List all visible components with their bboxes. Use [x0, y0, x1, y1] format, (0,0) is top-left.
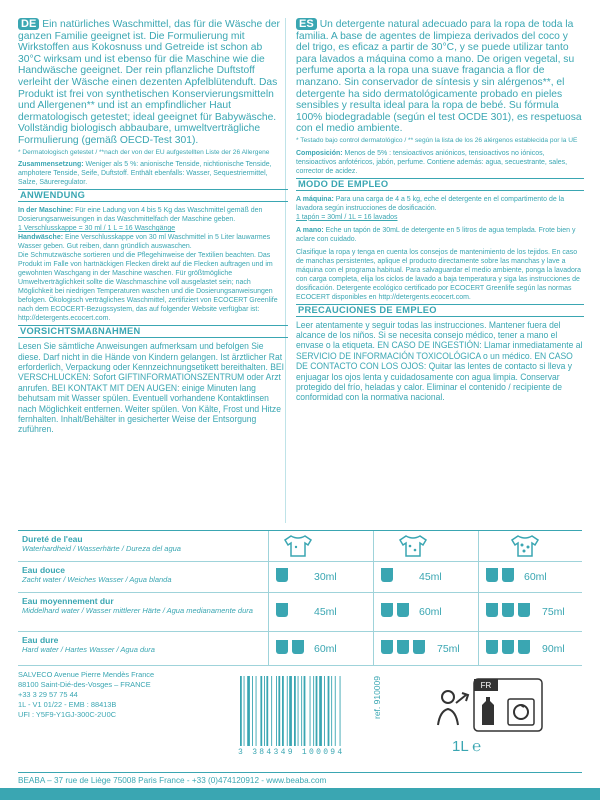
dose-cup-icon [276, 640, 288, 654]
barcode-bar [310, 676, 311, 746]
dose-cell [484, 566, 579, 588]
barcode-bar [301, 676, 302, 746]
dose-cell [379, 601, 474, 623]
es-precautions-heading: PRECAUCIONES DE EMPLEO [296, 304, 584, 317]
barcode-bar [266, 676, 268, 746]
barcode-bar [264, 676, 265, 746]
dose-cup-icon [276, 568, 288, 582]
dose-cup-icon [292, 640, 304, 654]
volume-label: 1L ℮ [452, 738, 482, 755]
de-usage-heading: ANWENDUNG [18, 189, 288, 202]
water-hardness-table [18, 530, 582, 665]
barcode-number: 3 384349 100094 [238, 748, 345, 757]
de-machine-instructions: In der Maschine: Für eine Ladung von 4 bis 5 Kg das Waschmittel gemäß den Dosierungsanweisungen in das Waschmittelfach der Maschine geben. [18, 205, 263, 224]
de-hand-instructions: Handwäsche: Eine Verschlusskappe von 30 ml Waschmittel in 5 Liter lauwarmes Wasser geben. Gut reiben, dann gründlich auswaschen. [18, 232, 271, 251]
dose-cup-icon [381, 603, 393, 617]
dose-label: 45ml [419, 571, 442, 583]
barcode-bar [256, 676, 257, 746]
table-header-row [18, 531, 582, 562]
barcode-bar [304, 676, 306, 746]
dose-label: 30ml [314, 571, 337, 583]
dose-label: 60ml [524, 571, 547, 583]
es-hand-instructions: A mano: Eche un tapón de 30mL de detergente en 5 litros de agua templada. Frote bien y aclare con cuidado. [296, 224, 576, 243]
barcode-bar [340, 676, 341, 746]
dose-label: 60ml [314, 643, 337, 655]
dose-label: 60ml [419, 606, 442, 618]
barcode-bar [313, 676, 314, 746]
spanish-column [296, 18, 584, 403]
dose-cell [274, 566, 369, 588]
recycle-country-label: FR [480, 681, 492, 690]
es-precautions-text: Leer atentamente y seguir todas las instrucciones. Mantener fuera del alcance de los niños. Si se necesita consejo médico, tener a mano el envase o la etiqueta. EN CASO DE INGESTIÓN: Llamar inmediatamente al SERVICIO DE INFORMACIÓN TOXICOLÓGICA o un médico. EN CASO DE CONTACTO CON LOS OJOS: Quitar las lentes de contacto si lleva y enjuagar los ojos lenta y cuidadosamente con agua limpia. Conservar protegido del frío, heladas y calor. Eliminar el contenido / recipiente de conformidad con la normativa nacional. [296, 319, 583, 403]
barcode-bar [276, 676, 277, 746]
barcode-bar [271, 676, 272, 746]
dose-cup-icon [413, 640, 425, 654]
barcode-bar [316, 676, 318, 746]
reference-number: ref. 910009 [372, 676, 382, 720]
barcode-bar [319, 676, 322, 746]
shirt-heavy-soil-icon [508, 534, 542, 558]
dose-label: 45ml [314, 606, 337, 618]
es-usage-heading: MODO DE EMPLEO [296, 178, 584, 191]
table-header-subtitle: Waterhardheid / Wasserhärte / Dureza del agua [22, 544, 181, 553]
barcode-bar [289, 676, 292, 746]
es-language-badge: ES [296, 18, 317, 30]
recycle-bin-icon [508, 699, 534, 725]
dose-cup-icon [486, 568, 498, 582]
de-sorting-text: Die Schmutzwäsche sortieren und die Pflegehinweise der Textilien beachten. Das Produkt im Falle von hartnäckigen Flecken direkt auf die Flecken auftragen und im gewohnten Waschgang in der Maschine waschen. Für größtmögliche Umweltverträglichkeit sollte die Waschmaschine voll ausgelastet sein; nach Möglichkeit bei niedrigen Temperaturen waschen und die Dosierungsanweisungen befolgen. Ökologisch verträgliches Waschmittel, zertifiziert von ECOCERT Greenlife nach dem ECOCERT-Bezugssystem, das auf folgender Website verfügbar ist: http://detergents.ecocert.com. [18, 250, 278, 323]
table-row: Eau moyennement dur Middelhard water / Wasser mittlerer Härte / Agua medianamente dura 45ml 60ml 75ml [18, 593, 582, 632]
dose-cell [379, 638, 474, 660]
dose-cell [274, 638, 369, 660]
dose-cell [379, 566, 474, 588]
es-machine-instructions: A máquina: Para una carga de 4 a 5 kg, eche el detergente en el compartimento de la lavadora según instrucciones de dosificación. [296, 193, 565, 212]
dose-cup-icon [397, 603, 409, 617]
de-footnote: * Dermatologisch getestet / **nach der von der EU aufgestellten Liste der 26 Allergene [18, 148, 270, 156]
de-machine-dose: 1 Verschlusskappe = 30 ml / 1 L = 16 Waschgänge [18, 223, 176, 233]
dose-label: 75ml [437, 643, 460, 655]
dose-cup-icon [381, 568, 393, 582]
dose-cup-icon [486, 603, 498, 617]
barcode-bar [247, 676, 250, 746]
triman-icon [438, 691, 468, 725]
de-precautions-text: Lesen Sie sämtliche Anweisungen aufmerksam und befolgen Sie diese. Darf nicht in die Hände von Kindern gelangen. Ist ärztlicher Rat erforderlich, Verpackung oder Kennzeichnungsetikett bereithalten. BEI VERSCHLUCKEN: Sofort GIFTINFORMATIONSZENTRUM oder Arzt anrufen. BEI KONTAKT MIT DEN AUGEN: einige Minuten lang behutsam mit Wasser spülen. Eventuell vorhandene Kontaktlinsen nach Möglichkeit entfernen. Weiter spülen. Von Kälte, Frost und Hitze fernhalten. Inhalt/Behälter in gesicherter Weise der Entsorgung zuführen. [18, 341, 284, 435]
es-footnote: * Testado bajo control dermatológico / ** según la lista de los 26 alérgenos establecida por la UE [296, 136, 578, 144]
dose-cell [484, 601, 579, 623]
barcode-bar [331, 676, 332, 746]
german-column [18, 18, 288, 435]
barcode-bar [328, 676, 330, 746]
barcode-bar [294, 676, 296, 746]
es-machine-dose: 1 tapón = 30ml / 1L = 16 lavados [296, 211, 398, 221]
de-language-badge: DE [18, 18, 39, 30]
dose-cup-icon [502, 640, 514, 654]
barcode-bar [287, 676, 288, 746]
es-intro: ES Un detergente natural adecuado para la ropa de toda la familia. A base de agentes de limpieza derivados del coco y del trigo, es eficaz a partir de 30°C, y se puede utilizar tanto para lavados a máquina como a mano. De origen vegetal, su perfume aporta a la ropa una suave fragancia a flor de manzano. Sin conservador de síntesis y sin alérgenos**, el detergente ha sido dermatológicamente probado en pieles sensibles y resulta ideal para la ropa de bebé. Su fórmula 100% biodegradable (según el test OCDE 301), es respetuosa con el medio ambiente. [296, 18, 582, 135]
bottle-icon [482, 697, 494, 725]
barcode-bar [298, 676, 299, 746]
dose-label: 75ml [542, 606, 565, 618]
barcode-bar [324, 676, 325, 746]
manufacturer-address: SALVECO Avenue Pierre Mendès France 88100 Saint-Dié-des-Vosges – FRANCE +33 3 29 57 75 44 1L - V1 01/22 - EMB : 88413B UFI : Y5F9-Y1GJ-300C-2U0C [18, 670, 155, 719]
de-precautions-heading: VORSICHTSMAßNAHMEN [18, 325, 288, 338]
es-composition: Composición: Menos de 5% : tensioactivos aniónicos, tensioactivos no iónicos, tensioactivos anfotéricos, jabón, perfume. Contiene además: agua, secuestrante, sales, corrector de acidez. [296, 147, 568, 175]
dose-cup-icon [502, 603, 514, 617]
es-sorting-text: Clasifique la ropa y tenga en cuenta los consejos de mantenimiento de los tejidos. En caso de manchas persistentes, aplique el producto directamente sobre las manchas y lave a máquina con el programa habitual. Para salvaguardar el medio ambiente, ponga la lavadora con carga completa, elija los ciclos de lavado a baja temperatura y siga las instrucciones de dosificación. Detergente ecológico certificado por ECOCERT Greenlife según las normas ECOCERT disponibles en http://detergents.ecocert.com. [296, 246, 582, 301]
dose-cup-icon [397, 640, 409, 654]
barcode-bar [335, 676, 336, 746]
barcode-bar [260, 676, 262, 746]
barcode-bar [244, 676, 245, 746]
table-row: Eau douce Zacht water / Weiches Wasser / Agua blanda 30ml 45ml 60ml [18, 562, 582, 593]
barcode-bar [240, 676, 242, 746]
shirt-light-soil-icon [281, 534, 315, 558]
barcode-bar [252, 676, 253, 746]
dose-cup-icon [518, 640, 530, 654]
dose-cup-icon [381, 640, 393, 654]
dose-cup-icon [276, 603, 288, 617]
dose-cup-icon [486, 640, 498, 654]
de-composition: Zusammensetzung: Weniger als 5 %: anionische Tenside, nichtionische Tenside, amphotere Tenside, Seife, Duftstoff. Enthält ebenfalls: Wasser, Sequestriermittel, Salze, Säureregulator. [18, 159, 272, 187]
recycling-info-icon [428, 675, 548, 743]
de-intro: DE Ein natürliches Waschmittel, das für die Wäsche der ganzen Familie geeignet ist. Die Formulierung mit Wirkstoffen aus Kokosnuss und Getreide ist schon ab 30°C wirksam und ist ebenso für die Maschine wie die Handwäsche geeignet. Der rein pflanzliche Duftstoff verleiht der Wäsche einen dezenten Apfelblütenduft. Das Produkt ist frei von synthetischen Konservierungsmitteln und Allergenen** und ist an empfindlicher Haut dermatologisch getestet; ideal geeignet für Babywäsche. Vollständig biologisch abbaubare, umweltverträgliche Formulierung (gemäß OECD-Test 301). [18, 18, 280, 146]
dose-cell [274, 601, 369, 623]
table-header-title: Dureté de l'eau [22, 534, 83, 544]
shirt-medium-soil-icon [396, 534, 430, 558]
dose-cup-icon [502, 568, 514, 582]
table-row: Eau dure Hard water / Hartes Wasser / Agua dura 60ml 75ml 90ml [18, 632, 582, 666]
dose-label: 90ml [542, 643, 565, 655]
company-footer: BEABA – 37 rue de Liège 75008 Paris France - +33 (0)474120912 - www.beaba.com [18, 772, 582, 785]
bottom-bar [0, 788, 600, 800]
dose-cup-icon [518, 603, 530, 617]
dose-cell [484, 638, 579, 660]
barcode [238, 676, 368, 746]
barcode-bar [282, 676, 284, 746]
barcode-bar [278, 676, 280, 746]
